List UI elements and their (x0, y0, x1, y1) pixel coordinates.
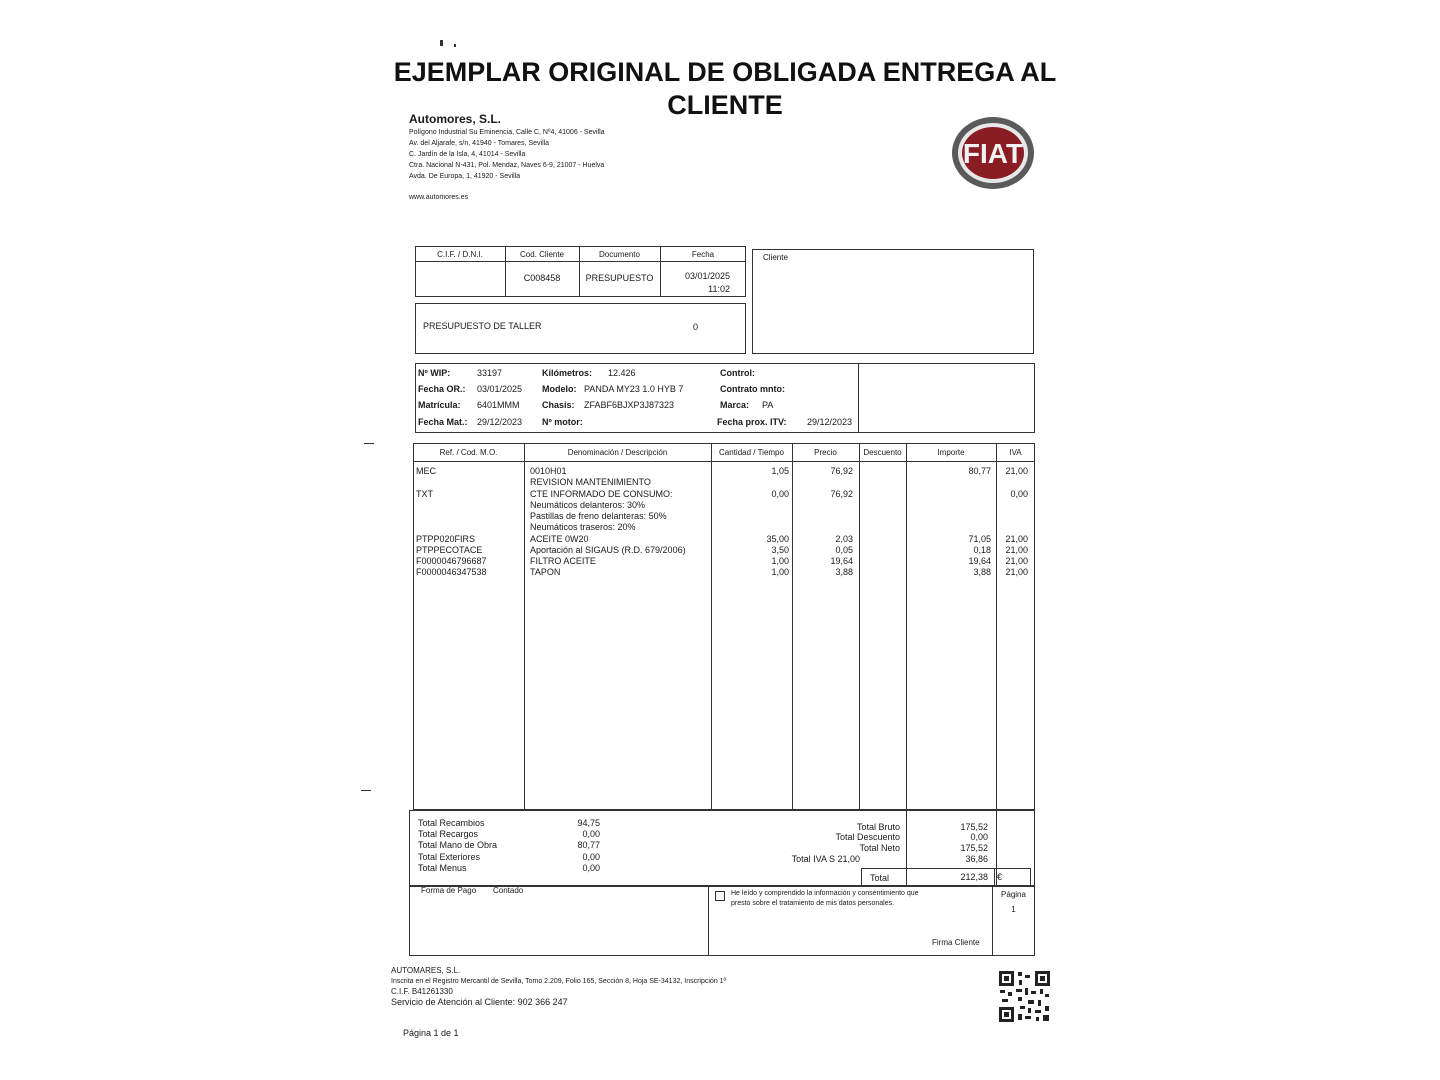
cell-desc: TAPON (530, 567, 561, 577)
total-right-label: Total Bruto (856, 822, 900, 832)
total-left-value: 80,77 (577, 840, 600, 850)
fecha-or-label: Fecha OR.: (418, 384, 466, 394)
cell-qty: 0,00 (771, 489, 789, 499)
doc-type-value: 0 (693, 322, 699, 332)
cod-cliente-value: C008458 (523, 273, 561, 283)
cell-price: 2,03 (835, 534, 853, 544)
fecha-value: 03/01/2025 (684, 271, 730, 281)
total-right-label: Total IVA S 21,00 (791, 854, 860, 864)
fecha-mat-label: Fecha Mat.: (418, 417, 468, 427)
logo-text: FIAT (962, 138, 1024, 169)
payment-label: Forma de Pago (421, 886, 477, 895)
total-left-value: 94,75 (577, 818, 600, 828)
col-iva: IVA (1009, 448, 1022, 457)
col-ref: Ref. / Cod. M.O. (439, 448, 498, 457)
header-documento: Documento (599, 250, 640, 259)
col-amount: Importe (937, 448, 965, 457)
cell-ref: TXT (416, 489, 433, 499)
cell-desc: Aportación al SIGAUS (R.D. 679/2006) (530, 545, 686, 555)
divider (858, 363, 859, 433)
cell-qty: 3,50 (771, 545, 789, 555)
cell-amount: 3,88 (973, 567, 991, 577)
chasis-label: Chasis: (542, 400, 575, 410)
cell-ref: PTPPECOTACE (416, 545, 483, 555)
page-value: 1 (1011, 905, 1016, 914)
total-left-label: Total Exteriores (418, 852, 481, 862)
cell-price: 76,92 (830, 489, 853, 499)
cell-desc: FILTRO ACEITE (530, 556, 596, 566)
divider (994, 868, 995, 886)
total-left-label: Total Recargos (418, 829, 479, 839)
cell-ref: PTPP020FIRS (416, 534, 476, 544)
cell-price: 0,05 (835, 545, 853, 555)
total-left-value: 0,00 (582, 829, 600, 839)
currency-symbol: € (997, 872, 1003, 882)
col-qty: Cantidad / Tiempo (719, 448, 784, 457)
modelo-value: PANDA MY23 1.0 HYB 7 (584, 384, 684, 394)
header-cod-cliente: Cod. Cliente (519, 250, 565, 259)
divider (906, 443, 907, 810)
grand-total-label: Total (870, 873, 890, 883)
payment-value: Contado (493, 886, 524, 895)
address-line: Avda. De Europa, 1, 41920 - Sevilla (409, 173, 521, 180)
col-disc: Descuento (863, 448, 902, 457)
cell-iva: 21,00 (1005, 545, 1028, 555)
cell-desc: CTE INFORMADO DE CONSUMO: (530, 489, 673, 499)
margin-mark (364, 443, 374, 444)
divider (708, 886, 709, 956)
total-right-label: Total Descuento (835, 832, 900, 842)
grand-total-value: 212,38 (960, 872, 988, 882)
cell-desc: REVISION MANTENIMIENTO (530, 477, 651, 487)
divider (524, 443, 525, 810)
divider (859, 443, 860, 810)
footer-page: Página 1 de 1 (403, 1028, 459, 1038)
col-desc: Denominación / Descripción (567, 448, 668, 457)
hora-value: 11:02 (708, 284, 730, 294)
headline-line-2: CLIENTE (667, 90, 783, 120)
qr-code (998, 970, 1051, 1023)
doc-type-label: PRESUPUESTO DE TALLER (423, 321, 542, 331)
margin-mark (361, 790, 371, 791)
motor-label: Nº motor: (542, 417, 583, 427)
chasis-value: ZFABF6BJXP3J87323 (584, 400, 675, 410)
cell-price: 19,64 (830, 556, 853, 566)
company-name: Automores, S.L. (409, 112, 502, 126)
total-left-label: Total Menus (418, 863, 467, 873)
website: www.automores.es (409, 194, 469, 201)
cell-desc: 0010H01 (530, 466, 567, 476)
footer-cif: C.I.F. B41261330 (391, 987, 453, 996)
cell-amount: 71,05 (968, 534, 991, 544)
matricula-label: Matrícula: (418, 400, 461, 410)
control-label: Control: (720, 368, 755, 378)
scan-mark (454, 44, 456, 47)
total-right-value: 175,52 (960, 843, 988, 853)
cell-iva: 21,00 (1005, 534, 1028, 544)
cell-desc: Neumáticos delanteros: 30% (530, 500, 646, 510)
consent-text-1: He leído y comprendido la información y consentimiento que (731, 890, 919, 897)
cell-qty: 1,00 (771, 567, 789, 577)
total-left-label: Total Recambios (418, 818, 485, 828)
cell-qty: 1,05 (771, 466, 789, 476)
client-label: Cliente (763, 253, 788, 262)
matricula-value: 6401MMM (477, 400, 520, 410)
documento-value: PRESUPUESTO (585, 273, 654, 283)
cell-desc: Pastillas de freno delanteras: 50% (530, 511, 667, 521)
headline-line-1: EJEMPLAR ORIGINAL DE OBLIGADA ENTREGA AL (393, 57, 1057, 87)
marca-value: PA (762, 400, 774, 410)
itv-value: 29/12/2023 (807, 417, 853, 427)
cell-qty: 1,00 (771, 556, 789, 566)
consent-checkbox[interactable] (715, 891, 725, 901)
km-value: 12.426 (608, 368, 636, 378)
marca-label: Marca: (720, 400, 750, 410)
km-label: Kilómetros: (542, 368, 593, 378)
address-line: C. Jardín de la Isla, 4, 41014 - Sevilla (409, 151, 526, 158)
cell-amount: 19,64 (968, 556, 991, 566)
cell-ref: F0000046347538 (416, 567, 487, 577)
total-right-value: 36,86 (965, 854, 988, 864)
client-box (752, 249, 1034, 354)
address-line: Polígono Industrial Su Eminencia, Calle C, Nº4, 41006 - Sevilla (409, 129, 605, 136)
total-right-value: 175,52 (960, 822, 988, 832)
cell-qty: 35,00 (766, 534, 789, 544)
cell-price: 76,92 (830, 466, 853, 476)
signature-label: Firma Cliente (932, 938, 980, 947)
cell-amount: 0,18 (973, 545, 991, 555)
fecha-mat-value: 29/12/2023 (477, 417, 523, 427)
total-left-value: 0,00 (582, 852, 600, 862)
total-right-value: 0,00 (970, 832, 988, 842)
cell-price: 3,88 (835, 567, 853, 577)
address-line: Ctra. Nacional N-431, Pol. Mendaz, Naves 6-9, 21007 - Huelva (409, 162, 605, 169)
page-label: Página (1001, 890, 1026, 899)
cell-amount: 80,77 (968, 466, 991, 476)
cell-iva: 0,00 (1010, 489, 1028, 499)
cell-iva: 21,00 (1005, 466, 1028, 476)
divider (415, 261, 746, 262)
scan-mark (440, 40, 443, 46)
cell-iva: 21,00 (1005, 556, 1028, 566)
cell-iva: 21,00 (1005, 567, 1028, 577)
col-price: Precio (814, 448, 837, 457)
fecha-or-value: 03/01/2025 (477, 384, 523, 394)
footer-company: AUTOMARES, S.L. (391, 966, 461, 975)
header-cif: C.I.F. / D.N.I. (437, 250, 483, 259)
modelo-label: Modelo: (542, 384, 577, 394)
total-right-label: Total Neto (859, 843, 900, 853)
cell-ref: F0000046796687 (416, 556, 487, 566)
footer-registry: Inscrita en el Registro Mercantil de Sevilla, Tomo 2.209, Folio 165, Sección 8, Hoja SE-34132, Inscripción 1ª (391, 978, 727, 985)
divider (413, 461, 1035, 462)
divider (906, 868, 907, 886)
footer-service: Servicio de Atención al Cliente: 902 366 247 (391, 997, 568, 1007)
total-left-value: 0,00 (582, 863, 600, 873)
address-line: Av. del Aljarafe, s/n, 41940 - Tomares, Sevilla (409, 140, 550, 147)
wip-value: 33197 (477, 368, 503, 378)
itv-label: Fecha prox. ITV: (717, 417, 787, 427)
total-left-label: Total Mano de Obra (418, 840, 498, 850)
consent-text-2: presto sobre el tratamiento de mis datos personales. (731, 900, 895, 907)
cell-desc: Neumáticos traseros: 20% (530, 522, 636, 532)
cell-ref: MEC (416, 466, 436, 476)
cell-desc: ACEITE 0W20 (530, 534, 589, 544)
header-fecha: Fecha (691, 250, 715, 259)
fiat-logo (950, 115, 1036, 191)
contrato-label: Contrato mnto: (720, 384, 785, 394)
wip-label: Nº WIP: (418, 368, 451, 378)
